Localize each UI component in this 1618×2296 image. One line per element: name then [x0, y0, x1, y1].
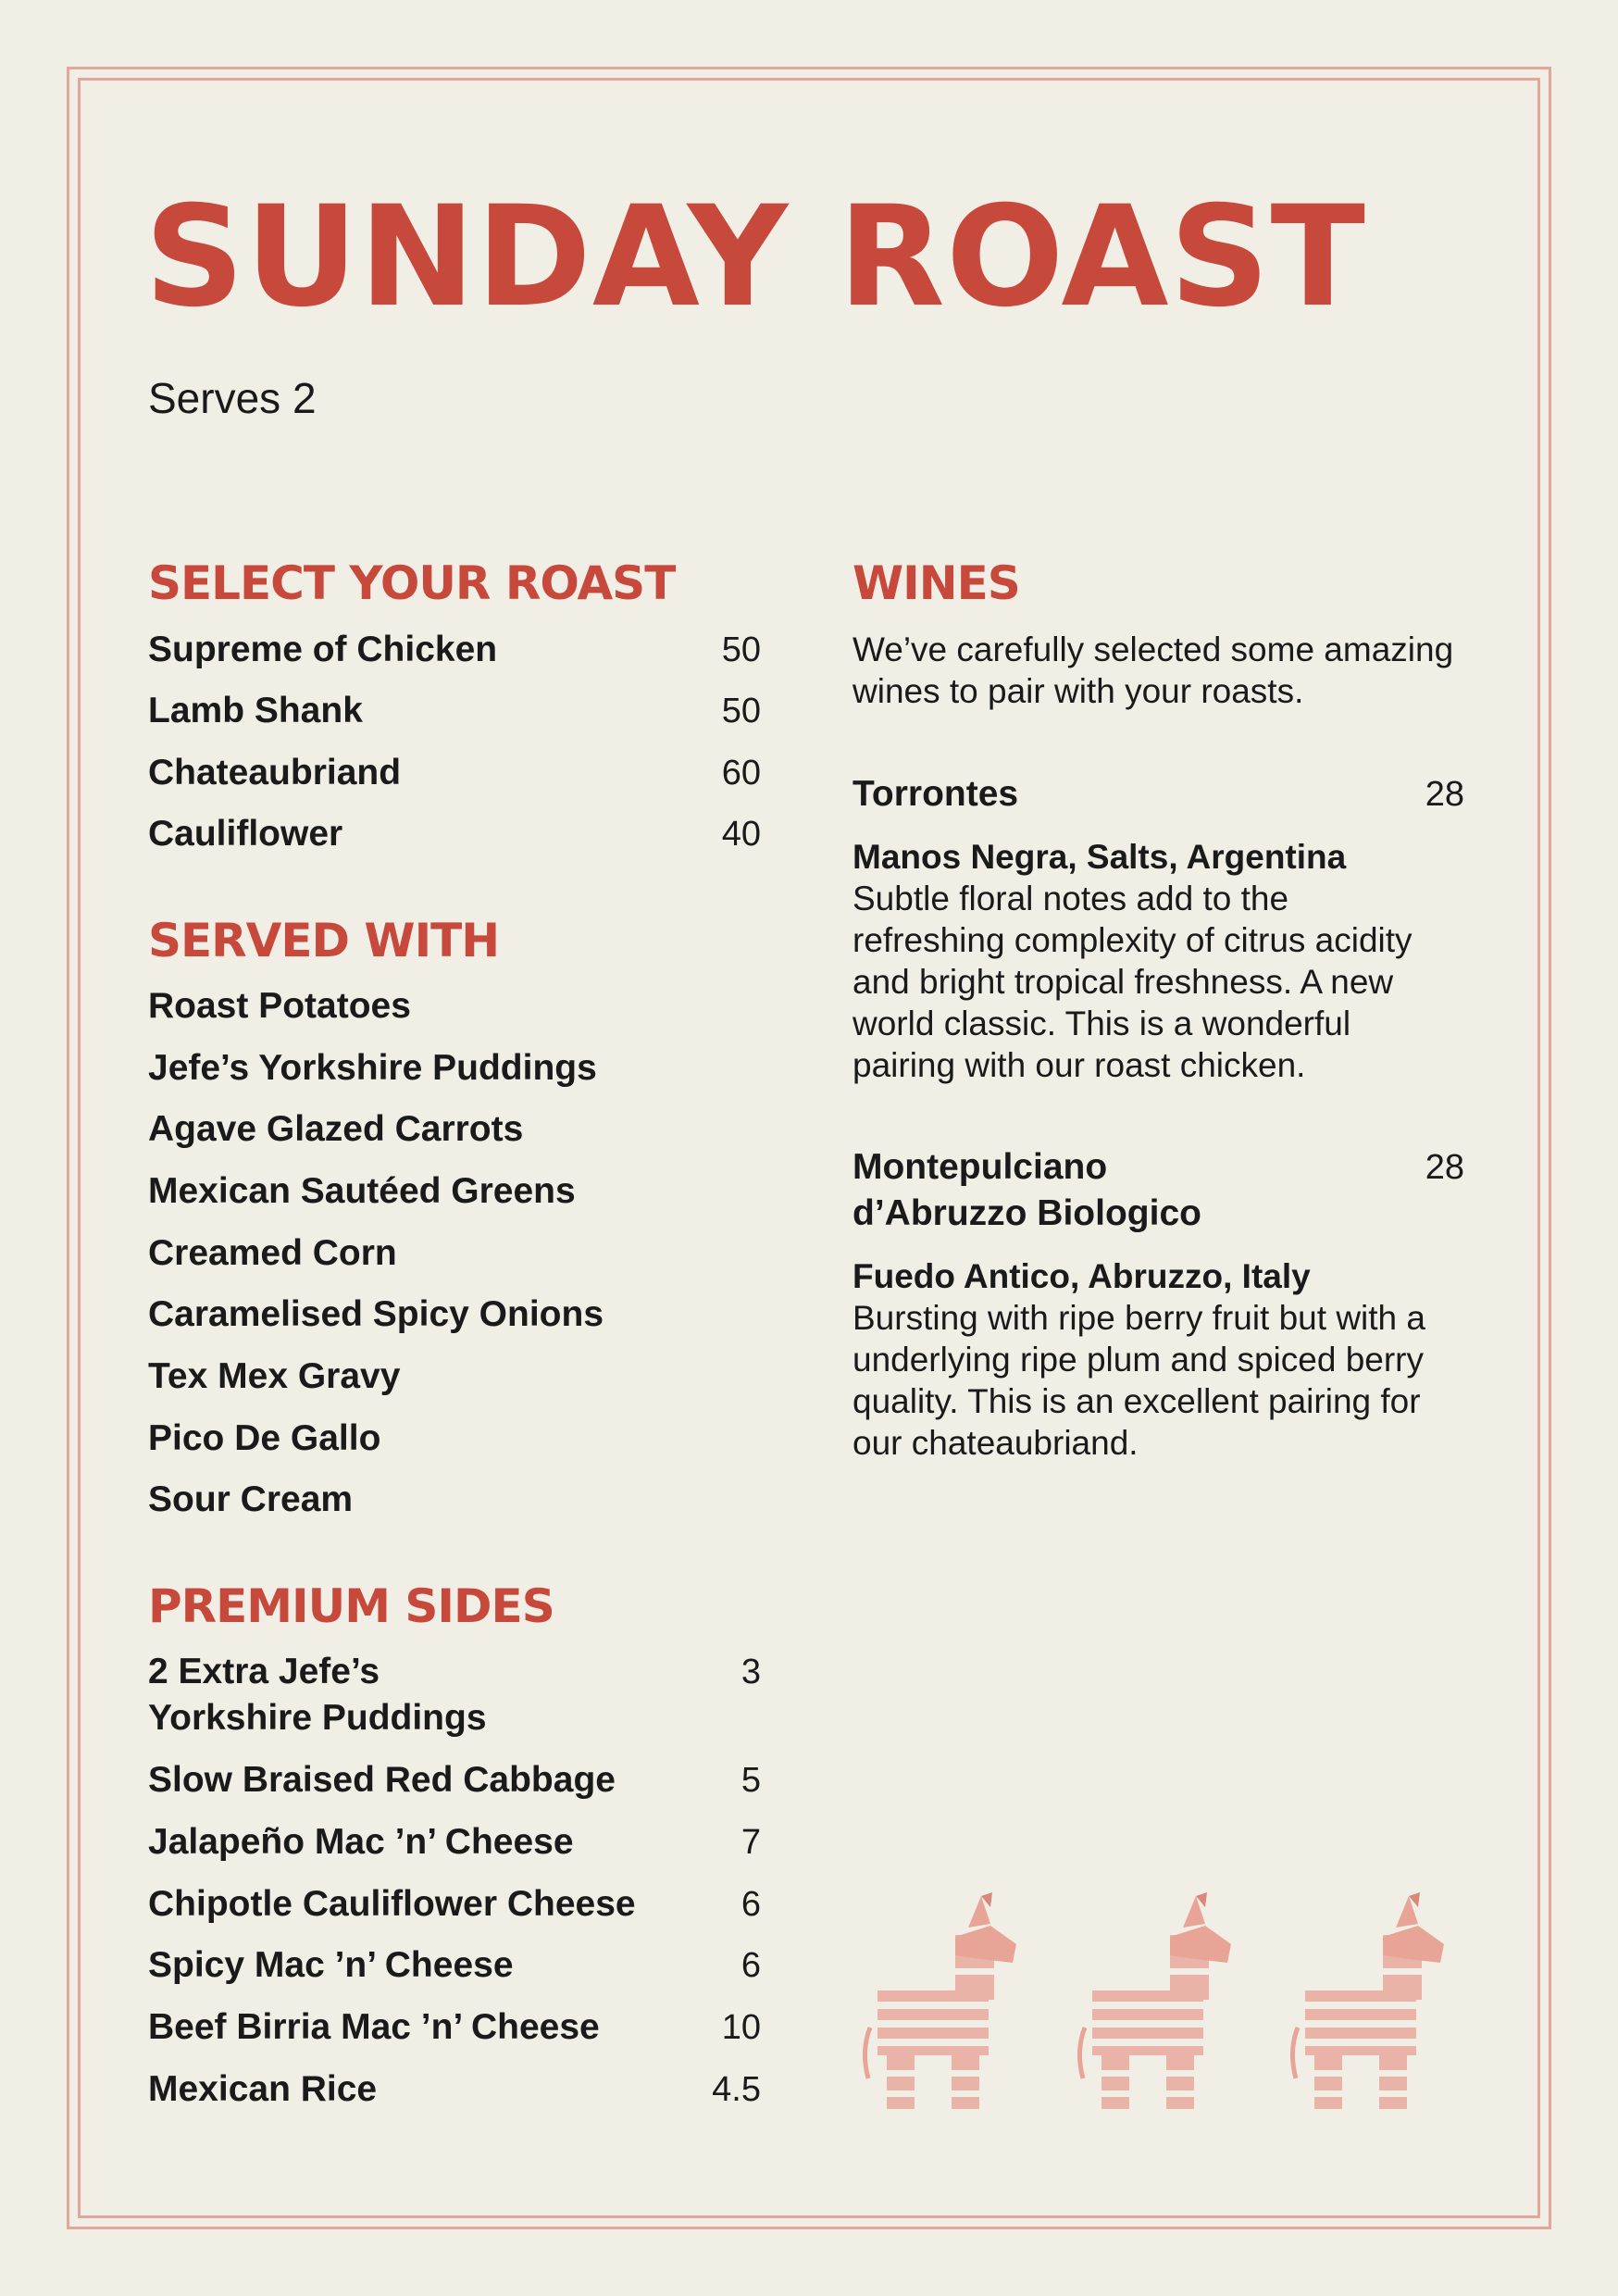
pinata-decoration: [852, 1889, 1490, 2120]
roast-price: 50: [721, 630, 761, 669]
list-item: Mexican Sautéed Greens: [148, 1171, 576, 1211]
wine-name-line2: d’Abruzzo Biologico: [853, 1193, 1201, 1233]
premium-price: 5: [741, 1761, 761, 1800]
roast-name: Cauliflower: [148, 814, 343, 854]
roast-heading: SELECT YOUR ROAST: [148, 556, 676, 610]
roast-price: 50: [721, 692, 761, 730]
wine-price: 28: [1425, 775, 1464, 814]
wine-name-line1: Montepulciano: [853, 1147, 1108, 1187]
wine-producer: Manos Negra, Salts, Argentina: [853, 838, 1347, 876]
list-item: Jefe’s Yorkshire Puddings: [148, 1048, 597, 1088]
roast-name: Lamb Shank: [148, 691, 363, 730]
premium-name-line1: 2 Extra Jefe’s: [148, 1652, 380, 1691]
roast-name: Supreme of Chicken: [148, 630, 498, 669]
premium-name: Beef Birria Mac ’n’ Cheese: [148, 2007, 600, 2047]
list-item: Sour Cream: [148, 1479, 354, 1519]
wine-description-line: Bursting with ripe berry fruit but with a: [853, 1299, 1425, 1337]
premium-heading: PREMIUM SIDES: [148, 1579, 554, 1633]
list-item: Tex Mex Gravy: [148, 1356, 401, 1396]
premium-name-line2: Yorkshire Puddings: [148, 1698, 487, 1738]
wine-price: 28: [1425, 1148, 1464, 1187]
page-title: SUNDAY ROAST: [144, 177, 1366, 338]
list-item: Agave Glazed Carrots: [148, 1109, 524, 1149]
wine-description-line: and bright tropical freshness. A new: [853, 963, 1394, 1001]
wines-heading: WINES: [853, 556, 1020, 610]
premium-name: Spicy Mac ’n’ Cheese: [148, 1945, 514, 1985]
wine-description-line: Subtle floral notes add to the: [853, 880, 1289, 917]
wine-description-line: world classic. This is a wonderful: [853, 1004, 1351, 1042]
wine-description-line: quality. This is an excellent pairing for: [853, 1382, 1421, 1420]
wines-intro-line2: wines to pair with your roasts.: [853, 672, 1304, 710]
serves-note: Serves 2: [148, 374, 317, 422]
premium-name: Chipotle Cauliflower Cheese: [148, 1884, 636, 1924]
donkey-pinata-icon: [865, 1892, 1016, 2109]
wine-description-line: underlying ripe plum and spiced berry: [853, 1341, 1425, 1379]
wine-producer: Fuedo Antico, Abruzzo, Italy: [853, 1257, 1311, 1295]
premium-name: Slow Braised Red Cabbage: [148, 1760, 616, 1800]
wine-name: Torrontes: [853, 774, 1019, 814]
premium-name: Mexican Rice: [148, 2069, 378, 2109]
wine-description-line: refreshing complexity of citrus acidity: [853, 921, 1413, 959]
premium-price: 3: [741, 1653, 761, 1691]
premium-price: 4.5: [712, 2070, 761, 2109]
roast-name: Chateaubriand: [148, 753, 402, 792]
donkey-pinata-icon: [1079, 1892, 1231, 2109]
list-item: Pico De Gallo: [148, 1418, 381, 1458]
list-item: Roast Potatoes: [148, 986, 411, 1026]
premium-price: 7: [741, 1823, 761, 1862]
list-item: Creamed Corn: [148, 1233, 397, 1273]
roast-price: 60: [721, 754, 761, 792]
served-heading: SERVED WITH: [148, 914, 500, 967]
premium-name: Jalapeño Mac ’n’ Cheese: [148, 1822, 574, 1862]
wines-intro-line1: We’ve carefully selected some amazing: [853, 630, 1454, 668]
list-item: Caramelised Spicy Onions: [148, 1294, 604, 1334]
roast-price: 40: [721, 815, 761, 854]
donkey-pinata-icon: [1292, 1892, 1444, 2109]
wine-description-line: pairing with our roast chicken.: [853, 1046, 1306, 1084]
premium-price: 6: [741, 1885, 761, 1924]
premium-price: 6: [741, 1946, 761, 1985]
premium-price: 10: [721, 2008, 761, 2047]
wine-description-line: our chateaubriand.: [853, 1424, 1139, 1462]
